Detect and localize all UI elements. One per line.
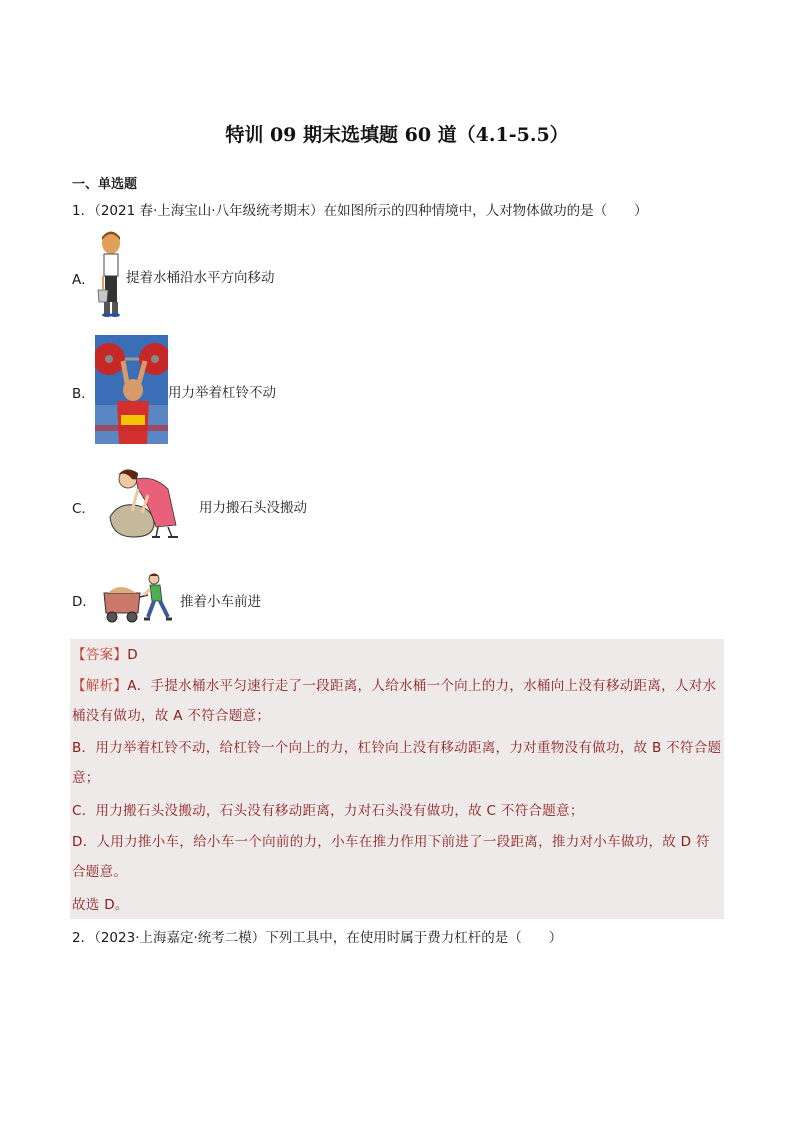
option-c-letter: C． (72, 501, 95, 517)
question-2-stem: 2．（2023·上海嘉定·统考二模）下列工具中，在使用时属于费力杠杆的是（ ） (72, 930, 563, 946)
question-1-stem: 1．（2021 春·上海宝山·八年级统考期末）在如图所示的四种情境中，人对物体做功的是（ ） (72, 203, 648, 219)
analysis-text-1: A．手提水桶水平匀速行走了一段距离，人给水桶一个向上的力，水桶向上没有移动距离，人对水 (127, 678, 717, 694)
analysis-line-7: 合题意。 (72, 864, 128, 880)
analysis-line-6: D．人用力推小车，给小车一个向前的力，小车在推力作用下前进了一段距离，推力对小车做功，故 D 符 (72, 834, 710, 850)
option-a-text: 提着水桶沿水平方向移动 (126, 270, 275, 286)
weightlifter-photo-icon (95, 335, 168, 444)
analysis-tag: 【解析】 (72, 678, 128, 694)
option-b-text: 用力举着杠铃不动 (168, 385, 276, 401)
woman-lifting-stone-icon (108, 467, 182, 539)
answer-line (72, 645, 722, 665)
analysis-line-4: 意； (72, 770, 100, 786)
answer-tag: 【答案】 (72, 647, 128, 663)
analysis-line-2: 桶没有做功，故 A 不符合题意； (72, 708, 271, 724)
option-c-text: 用力搬石头没搬动 (199, 500, 307, 516)
analysis-line-5: C．用力搬石头没搬动，石头没有移动距离，力对石头没有做功，故 C 不符合题意； (72, 803, 584, 819)
analysis-line-1 (72, 676, 722, 696)
document-title: 特训 09 期末选填题 60 道（4.1-5.5） (225, 124, 569, 146)
boy-pushing-cart-icon (100, 571, 176, 625)
option-b-letter: B． (72, 386, 95, 402)
option-a-letter: A． (72, 272, 95, 288)
analysis-line-3: B．用力举着杠铃不动，给杠铃一个向上的力，杠铃向上没有移动距离，力对重物没有做功，故 B 不符合题 (72, 740, 722, 756)
person-carrying-bucket-icon (96, 230, 126, 318)
answer-value: D (127, 647, 138, 663)
option-d-letter: D． (72, 594, 96, 610)
analysis-line-8: 故选 D。 (72, 897, 129, 913)
option-d-text: 推着小车前进 (180, 594, 261, 610)
section-heading: 一、单选题 (72, 177, 138, 192)
